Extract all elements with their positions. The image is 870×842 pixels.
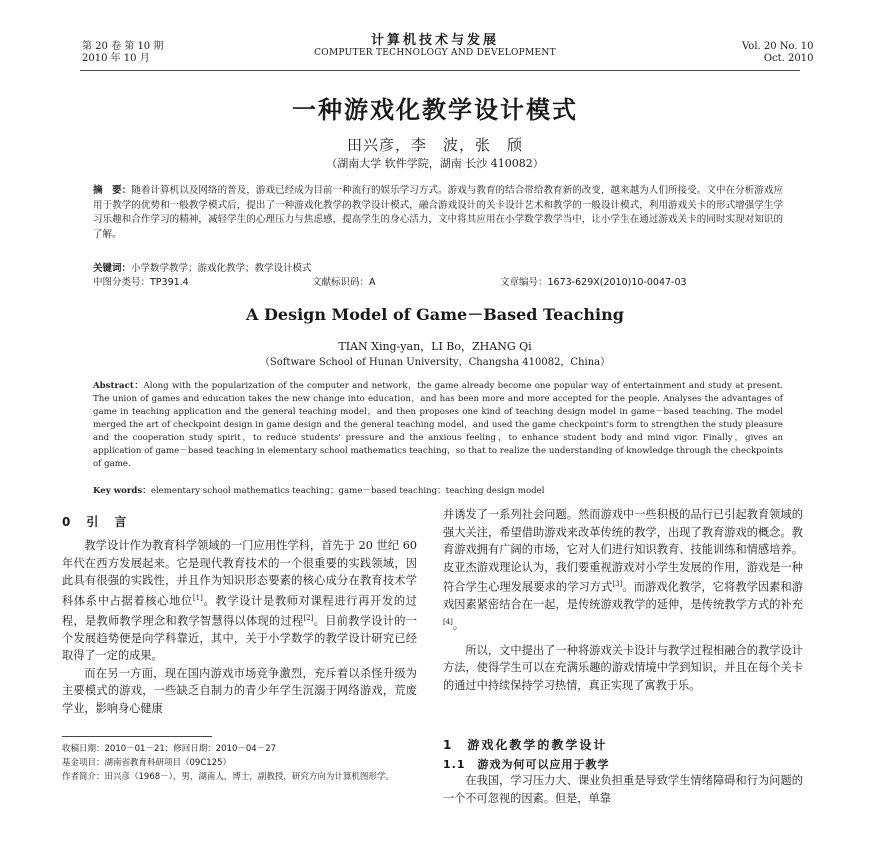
issue-date: 2010 年 10 月 xyxy=(82,53,150,64)
subsection-heading-1-1: 1.1 游戏为何可以应用于教学 xyxy=(443,758,610,771)
paragraph xyxy=(443,506,803,634)
citation-ref[interactable]: [1] xyxy=(192,593,203,602)
footnote-received: 收稿日期：2010－01－21；修回日期：2010－04－27 xyxy=(62,744,277,754)
paragraph xyxy=(62,537,417,665)
keywords-en xyxy=(93,484,544,496)
citation-ref[interactable]: [4] xyxy=(443,617,453,626)
paragraph-text: 。教学设计是教师对课程进行再开发的过程，是教师教学理念和教学智慧得以体现的过程 xyxy=(62,594,417,628)
document-code: 文献标识码：A xyxy=(312,277,376,288)
paragraph: 在我国，学习压力大、课业负担重是导致学生情绪障碍和行为问题的一个不可忽视的因素。但是，单靠 xyxy=(443,774,803,805)
citation-ref[interactable]: [2] xyxy=(303,613,314,622)
paper-title-cn: 一种游戏化教学设计模式 xyxy=(292,96,578,124)
abstract-cn xyxy=(93,184,783,242)
keywords-en-label: Key words： xyxy=(93,486,151,496)
header-rule xyxy=(80,70,800,71)
authors-cn: 田兴彦，李 波，张 颀 xyxy=(346,136,523,154)
paragraph-text: 。 xyxy=(452,618,465,632)
citation-ref[interactable]: [3] xyxy=(612,580,623,588)
affiliation-cn: （湖南大学 软件学院，湖南 长沙 410082） xyxy=(326,157,544,170)
keywords-cn-label: 关键词： xyxy=(93,263,132,274)
journal-issue-info xyxy=(82,41,163,65)
footnote-rule xyxy=(62,736,212,737)
paragraph-text: 。而游戏化教学，它将教学因素和游戏因素紧密结合在一起，是传统游戏教学的延伸，是传统教学方式的补充 xyxy=(443,580,803,612)
paragraph: 所以，文中提出了一种将游戏关卡设计与教学过程相融合的教学设计方法，使得学生可以在充满乐趣的游戏情境中学到知识，并且在每个关卡的通过中持续保持学习热情，真正实现了寓教于乐。 xyxy=(443,643,803,692)
clc-number: 中图分类号：TP391.4 xyxy=(93,277,189,288)
abstract-en xyxy=(93,380,783,471)
paper-title-en: A Design Model of Game－Based Teaching xyxy=(246,305,624,324)
journal-name-en: COMPUTER TECHNOLOGY AND DEVELOPMENT xyxy=(314,48,556,58)
abstract-en-text: Along with the popularization of the computer and network，the game already become one popular way of entertainment and study at present. The union of games and education takes the new change into education，and has been more and more accepted for the people. Analyses the advantages of game in teaching application and the general teaching model，and then proposes one kind of teaching design model in game－based teaching. The model merged the art of checkpoint design in game design and the general teaching model，and used the game checkpoint's form to strengthen the study pleasure and the cooperation study spirit，to reduce students' pressure and the anxious feeling，to enhance student body and mind vigor. Finally，gives an application of game－based teaching in elementary school mathematics teaching，so that to realize the understanding of knowledge through the checkpoints of game. xyxy=(93,381,783,469)
affiliation-en: （Software School of Hunan University，Changsha 410082，China） xyxy=(259,357,611,368)
journal-issue-info-en xyxy=(742,41,813,65)
journal-name-cn: 计算机技术与发展 xyxy=(370,33,499,48)
section-heading-introduction: 0 引 言 xyxy=(62,515,129,529)
paragraph: 而在另一方面，现在国内游戏市场竞争激烈，充斥着以杀怪升级为主要模式的游戏，一些缺乏自制力的青少年学生沉溺于网络游戏，荒废学业，影响身心健康 xyxy=(62,666,417,715)
right-column-body-2 xyxy=(443,772,803,807)
volume-issue-en: Vol. 20 No. 10 xyxy=(742,41,814,52)
keywords-cn-text: 小学数学教学；游戏化教学；教学设计模式 xyxy=(131,263,312,274)
keywords-en-text: elementary school mathematics teaching；game－based teaching；teaching design model xyxy=(150,486,545,496)
abstract-cn-text: 随着计算机以及网络的普及，游戏已经成为目前一种流行的娱乐学习方式。游戏与教育的结合带给教育新的改变，越来越为人们所接受。文中在分析游戏应用于教学的优势和一般教学模式后，提出了一种游戏化教学的教学设计模式，融合游戏设计的关卡设计艺术和教学的一般设计模式，利用游戏关卡的形式增强学生学习乐趣和合作学习的精神，减轻学生的心理压力与焦虑感，提高学生的身心活力，文中将其应用在小学数学教学当中，让小学生在通过游戏关卡的同时实现对知识的了解。 xyxy=(93,185,783,240)
issue-date-en: Oct. 2010 xyxy=(763,53,814,64)
paragraph-text: 教学设计作为教育科学领域的一门应用性学科，首先于 20 世纪 60 年代在西方发展起来。它是现代教育技术的一个很重要的实践领域，因此具有很强的实践性，并且作为知识形态要素的核心成分在教育技术学科体系中占据着核心地位 xyxy=(62,539,417,608)
journal-name xyxy=(260,33,610,59)
right-column-body xyxy=(443,506,803,694)
abstract-en-label: Abstract： xyxy=(93,381,144,391)
authors-en: TIAN Xing-yan，LI Bo，ZHANG Qi xyxy=(338,340,532,353)
volume-issue: 第 20 卷 第 10 期 xyxy=(82,41,164,52)
paragraph-text: 并诱发了一系列社会问题。然而游戏中一些积极的品行已引起教育领域的强大关注，希望借助游戏来改革传统的教学，出现了教育游戏的概念。教育游戏拥有广阔的市场，它对人们进行知识教育、技能训练和情感培养。皮亚杰游戏理论认为，我们要重视游戏对小学生发展的作用，游戏是一种符合学生心理发展要求的学习方式 xyxy=(443,508,803,594)
footnote-fund: 基金项目：湖南省教育科研项目（09C125） xyxy=(62,758,231,768)
paragraph-text: 。目前教学设计的一个发展趋势便是向学科靠近，其中，关于小学数学的教学设计研究已经取得了一定的成果。 xyxy=(62,614,417,663)
article-number: 文章编号：1673-629X(2010)10-0047-03 xyxy=(500,277,687,288)
abstract-cn-label: 摘 要： xyxy=(93,185,132,196)
footnote-author: 作者简介：田兴彦（1968－），男，湖南人，博士，副教授，研究方向为计算机图形学。 xyxy=(62,772,394,782)
section-heading-1: 1 游戏化教学的教学设计 xyxy=(443,738,608,752)
keywords-cn xyxy=(93,260,312,274)
left-column-body xyxy=(62,537,417,717)
